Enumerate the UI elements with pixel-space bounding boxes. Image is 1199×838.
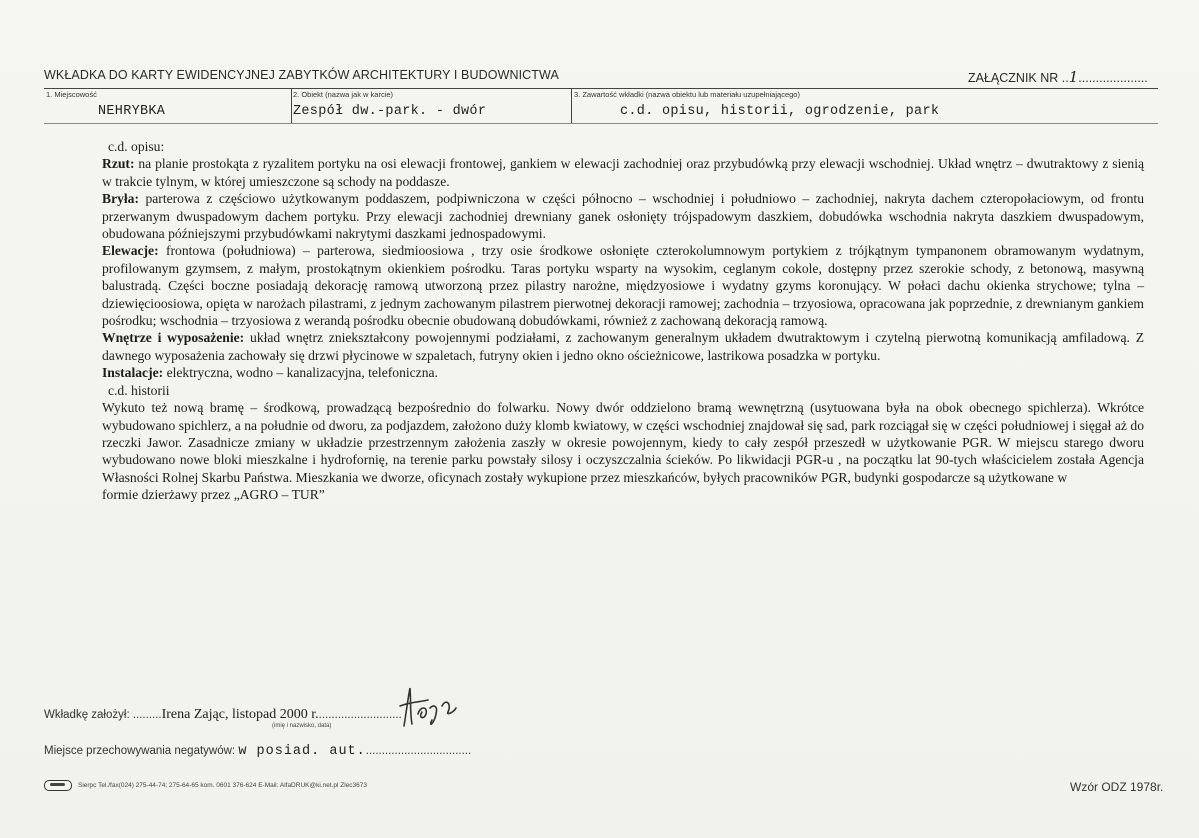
paragraph-elewacje: Elewacje: frontowa (południowa) – parterowa, siedmioosiowa , trzy osie środkowe osłonięte czterokolumnowym portykiem z trójkątnym tympanonem obramowanym wydatnym, profilowanym gzymsem, z małym, prostokątnym okienkiem pośrodku. Taras portyku wsparty na wysokim, ceglanym cokole, dostępny przez szerokie schody, z betonową, masywną balustradą. Części boczne posiadają dekorację ramową utworzoną przez pilastry narożne, międzyosiowe i wydatny gzyms koronujący. W połaci dachu okienka strychowe; tylna – dziewięcioosiowa, opięta w narożach pilastrami, z jednym zachowanym pilastrem pierwotnej dekoracji ramowej; zachodnia – trzyosiowa, opracowana jak poprzednie, z drewnianym gankiem pośrodku; wschodnia – trzyosiowa z werandą pośrodku obecnie obudowaną dobudówkami, również z zachowaną dekoracją ramową. bbox=[102, 243, 1144, 329]
prepared-by-value: Irena Zając, listopad 2000 r. bbox=[161, 707, 319, 722]
printer-logo-icon bbox=[44, 780, 72, 791]
header-rule-bottom bbox=[44, 123, 1158, 124]
field-3-value: c.d. opisu, historii, ogrodzenie, park bbox=[620, 104, 940, 119]
field-divider-1 bbox=[291, 88, 292, 123]
printer-imprint-text: Sierpc Tel./fax(024) 275-44-74; 275-64-65 kom. 0601 376-624 E-Mail: AlfaDRUK@ki.net.pl Zlec3673 bbox=[78, 782, 368, 789]
paragraph-historia: Wykuto też nową bramę – środkową, prowadzącą bezpośrednio do folwarku. Nowy dwór oddzielono bramą wewnętrzną (usytuowana była na obok obecnego spichlerza). Wkrótce wybudowano spichlerz, a na południe od dworu, za podjazdem, założono duży klomb kwiatowy, w części wschodniej znajdował się sad, park rozciągał się w części południowej i sięgał aż do rzeczki Jawor. Zasadnicze zmiany w układzie przestrzennym założenia zaszły w okresie powojennym, kiedy to cały zespół przeszedł w użytkowanie PGR. W miejscu starego dworu wybudowano nowe bloki mieszkalne i hydrofornię, na terenie parku powstały silosy i oczyszczalnia ścieków. Po likwidacji PGR-u , na początku lat 90-tych właścicielem została Agencja Własności Rolnej Skarbu Państwa. Mieszkania we dworze, oficynach zostały wykupione przez mieszkańców, byłych pracowników PGR, budynki gospodarcze są użytkowane w bbox=[102, 400, 1144, 485]
description-body bbox=[102, 138, 1144, 504]
paragraph-instalacje: Instalacje: elektryczna, wodno – kanalizacyjna, telefoniczna. bbox=[102, 365, 438, 381]
field-1-label: 1. Miejscowość bbox=[46, 90, 97, 99]
attachment-dots: .................... bbox=[1078, 71, 1148, 85]
field-divider-2 bbox=[571, 88, 572, 123]
field-2-label: 2. Obiekt (nazwa jak w karcie) bbox=[293, 90, 394, 99]
prepared-by-row: Wkładkę założył: .........Irena Zając, listopad 2000 r........................... bbox=[44, 707, 402, 722]
attachment-label: ZAŁĄCZNIK NR bbox=[968, 71, 1059, 85]
printer-imprint bbox=[44, 780, 367, 791]
paragraph-rzut: Rzut: na planie prostokąta z ryzalitem portyku na osi elewacji frontowej, gankiem w elewacji zachodniej oraz przybudówką przy elewacji wschodniej. Układ wnętrz – dwutraktowy z sienią w trakcie tylnym, w której umieszczone są schody na poddasze. bbox=[102, 156, 1144, 189]
field-1-value: NEHRYBKA bbox=[98, 104, 166, 119]
negatives-storage-value: w posiad. aut. bbox=[238, 744, 366, 759]
header-rule-top bbox=[44, 88, 1158, 89]
prepared-by-hint: (imię i nazwisko, data) bbox=[272, 723, 332, 729]
negatives-storage-row: Miejsce przechowywania negatywów: w posiad. aut.................................. bbox=[44, 744, 472, 759]
label-instalacje: Instalacje: bbox=[102, 365, 164, 381]
form-title: WKŁADKA DO KARTY EWIDENCYJNEJ ZABYTKÓW ARCHITEKTURY I BUDOWNICTWA bbox=[44, 68, 559, 82]
negatives-storage-label: Miejsce przechowywania negatywów: bbox=[44, 745, 236, 757]
paragraph-wnetrze: Wnętrze i wyposażenie: układ wnętrz zniekształcony powojennymi podziałami, z zachowanym generalnym układem dwutraktowym i czytelną pierwotną komunikacją amfiladową. Z dawnego wyposażenia zachowały się drzwi płycinowe w szpaletach, futryny okien i jedno okno ościeżnicowe, lastrikowa posadzka w portyku. bbox=[102, 330, 1144, 363]
attachment-number-value: 1 bbox=[1068, 68, 1079, 86]
handwritten-signature bbox=[394, 684, 464, 730]
form-template-code: Wzór ODZ 1978r. bbox=[1070, 780, 1164, 794]
label-rzut: Rzut: bbox=[102, 156, 135, 172]
label-wnetrze: Wnętrze i wyposażenie: bbox=[102, 330, 245, 346]
field-3-label: 3. Zawartość wkładki (nazwa obiektu lub materiału uzupełniającego) bbox=[574, 90, 800, 99]
prepared-by-label: Wkładkę założył: bbox=[44, 709, 130, 721]
label-elewacje: Elewacje: bbox=[102, 243, 159, 259]
label-bryla: Bryła: bbox=[102, 191, 139, 207]
attachment-number: ZAŁĄCZNIK NR ..1.................... bbox=[968, 68, 1148, 86]
paragraph-bryla: Bryła: parterowa z częściowo użytkowanym poddaszem, podpiwniczona w części północno – wschodniej i południowo – zachodniej, nakryta dachem czteropołaciowym, od frontu przerwanym dwuspadowym dachem portyku. Przy elewacji zachodniej drewniany ganek osłonięty trójspadowym daszkiem, dobudówka wschodnia nakryta daszkiem dwuspadowym, obudowana późniejszymi przybudówkami nakrytymi daszkami jednospadowymi. bbox=[102, 191, 1144, 242]
section-heading-opis: c.d. opisu: bbox=[108, 139, 165, 154]
section-heading-historii: c.d. historii bbox=[108, 382, 170, 398]
field-2-value: Zespół dw.-park. - dwór bbox=[293, 104, 487, 119]
paragraph-historia-end: formie dzierżawy przez „AGRO – TUR” bbox=[102, 487, 325, 503]
